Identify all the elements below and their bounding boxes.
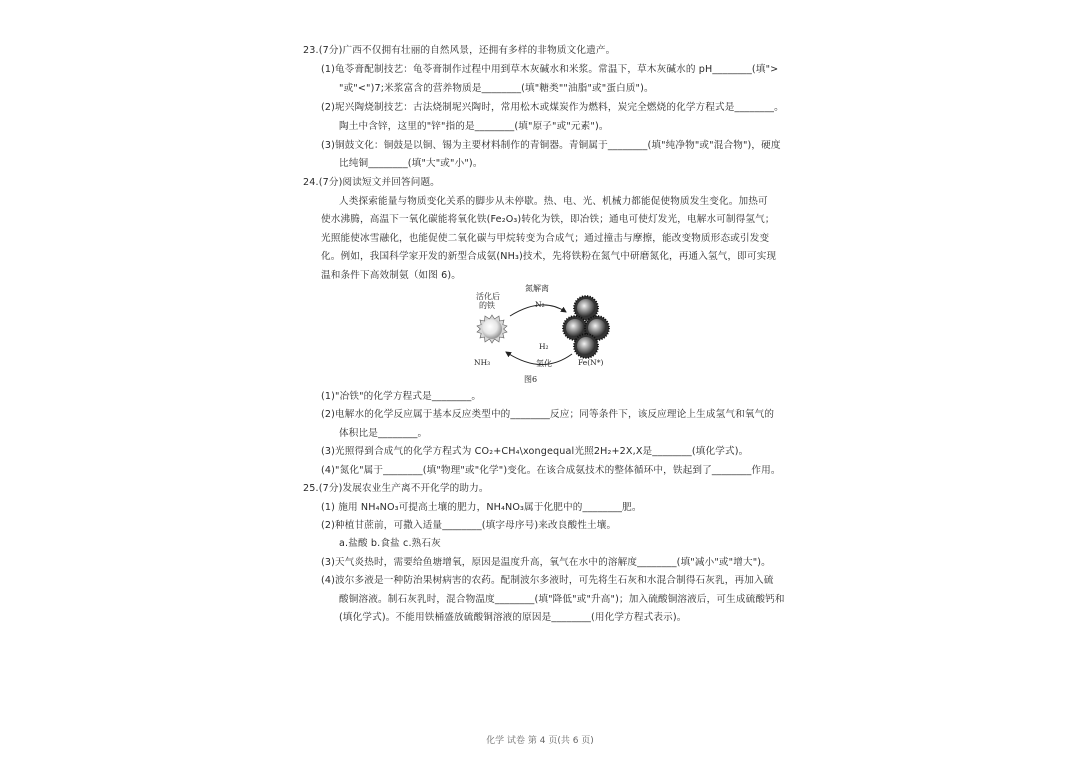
q25-part1: (1) 施用 NH₄NO₃可提高土壤的肥力，NH₄NO₃属于化肥中的________肥。 xyxy=(321,502,642,513)
q24-passage-line2: 使水沸腾，高温下一氧化碳能将氧化铁(Fe₂O₃)转化为铁，即冶铁；通电可使灯发光，电解水可制得氢气； xyxy=(321,214,775,225)
q24-passage-line1: 人类探索能量与物质变化关系的脚步从未停歇。热、电、光、机械力都能促使物质发生变化。加热可 xyxy=(339,196,768,207)
label-n2: N₂ xyxy=(535,300,545,309)
label-activated-iron-2: 的铁 xyxy=(479,301,495,310)
q24-part4: (4)"氮化"属于________(填"物理"或"化学")变化。在该合成氨技术的整体循环中，铁起到了________作用。 xyxy=(321,465,781,476)
q25-part2: (2)种植甘蔗前，可撒入适量________(填字母序号)来改良酸性土壤。 xyxy=(321,520,617,531)
q24-passage-line3: 光照能使冰雪融化，也能促使二氧化碳与甲烷转变为合成气；通过撞击与摩擦，能改变物质形态或引发变 xyxy=(321,233,770,244)
q23-part1: (1)龟苓膏配制技艺：龟苓膏制作过程中用到草木灰碱水和米浆。常温下，草木灰碱水的 pH________(填"> xyxy=(321,64,779,75)
q23-part3: (3)铜鼓文化：铜鼓是以铜、锡为主要材料制作的青铜器。青铜属于________(填"纯净物"或"混合物")，硬度 xyxy=(321,140,781,151)
q25-part4: (4)波尔多液是一种防治果树病害的农药。配制波尔多液时，可先将生石灰和水混合制得石灰乳，再加入硫 xyxy=(321,575,774,586)
figure-6-ammonia-cycle xyxy=(462,282,632,390)
iron-nitride-cluster xyxy=(563,296,609,358)
q24-part1: (1)"冶铁"的化学方程式是________。 xyxy=(321,391,482,402)
figure-caption: 图6 xyxy=(524,375,538,384)
q24-part2-cont: 体积比是________。 xyxy=(339,428,428,439)
label-nh3: NH₃ xyxy=(474,358,491,367)
label-h2: H₂ xyxy=(539,342,549,351)
label-fe-n: Fe(N*) xyxy=(578,358,604,367)
q25-part4-cont1: 酸铜溶液。制石灰乳时，混合物温度________(填"降低"或"升高")；加入硫酸铜溶液后，可生成硫酸钙和 xyxy=(339,594,785,605)
q24-passage-line4: 化。例如，我国科学家开发的新型合成氨(NH₃)技术，先将铁粉在氮气中研磨氮化，再通入氢气，即可实现 xyxy=(321,251,777,262)
q25-part3: (3)天气炎热时，需要给鱼塘增氧，原因是温度升高，氧气在水中的溶解度________(填"减小"或"增大")。 xyxy=(321,557,771,568)
label-hydrogenation: 氢化 xyxy=(536,359,552,368)
label-activated-iron-1: 活化后 xyxy=(476,292,500,301)
q24-passage-line5: 温和条件下高效制氨（如图 6)。 xyxy=(321,270,462,281)
q24-stem: 24.(7分)阅读短文并回答问题。 xyxy=(303,177,440,188)
q23-part1-cont: "或"<")7;米浆富含的营养物质是________(填"糖类""油脂"或"蛋白质")。 xyxy=(339,83,654,94)
q25-part4-cont2: (填化学式)。不能用铁桶盛放硫酸铜溶液的原因是________(用化学方程式表示)。 xyxy=(339,612,687,623)
q25-part2-options: a.盐酸 b.食盐 c.熟石灰 xyxy=(339,538,441,549)
q23-part2-cont: 陶土中含锌，这里的"锌"指的是________(填"原子"或"元素")。 xyxy=(339,121,609,132)
q24-part2: (2)电解水的化学反应属于基本反应类型中的________反应；同等条件下，该反应理论上生成氢气和氧气的 xyxy=(321,409,775,420)
q24-part3: (3)光照得到合成气的化学方程式为 CO₂+CH₄\xongequal光照2H₂+2X,X是________(填化学式)。 xyxy=(321,446,749,457)
activated-iron-sphere xyxy=(477,315,507,343)
page-footer: 化学 试卷 第 4 页(共 6 页) xyxy=(486,736,594,746)
q23-part2: (2)坭兴陶烧制技艺：古法烧制坭兴陶时，常用松木或煤炭作为燃料，炭完全燃烧的化学方程式是________。 xyxy=(321,102,784,113)
label-nitriding: 氮解离 xyxy=(525,284,549,293)
q23-stem: 23.(7分)广西不仅拥有壮丽的自然风景，还拥有多样的非物质文化遗产。 xyxy=(303,45,616,56)
q23-part3-cont: 比纯铜________(填"大"或"小")。 xyxy=(339,158,483,169)
q25-stem: 25.(7分)发展农业生产离不开化学的助力。 xyxy=(303,483,489,494)
